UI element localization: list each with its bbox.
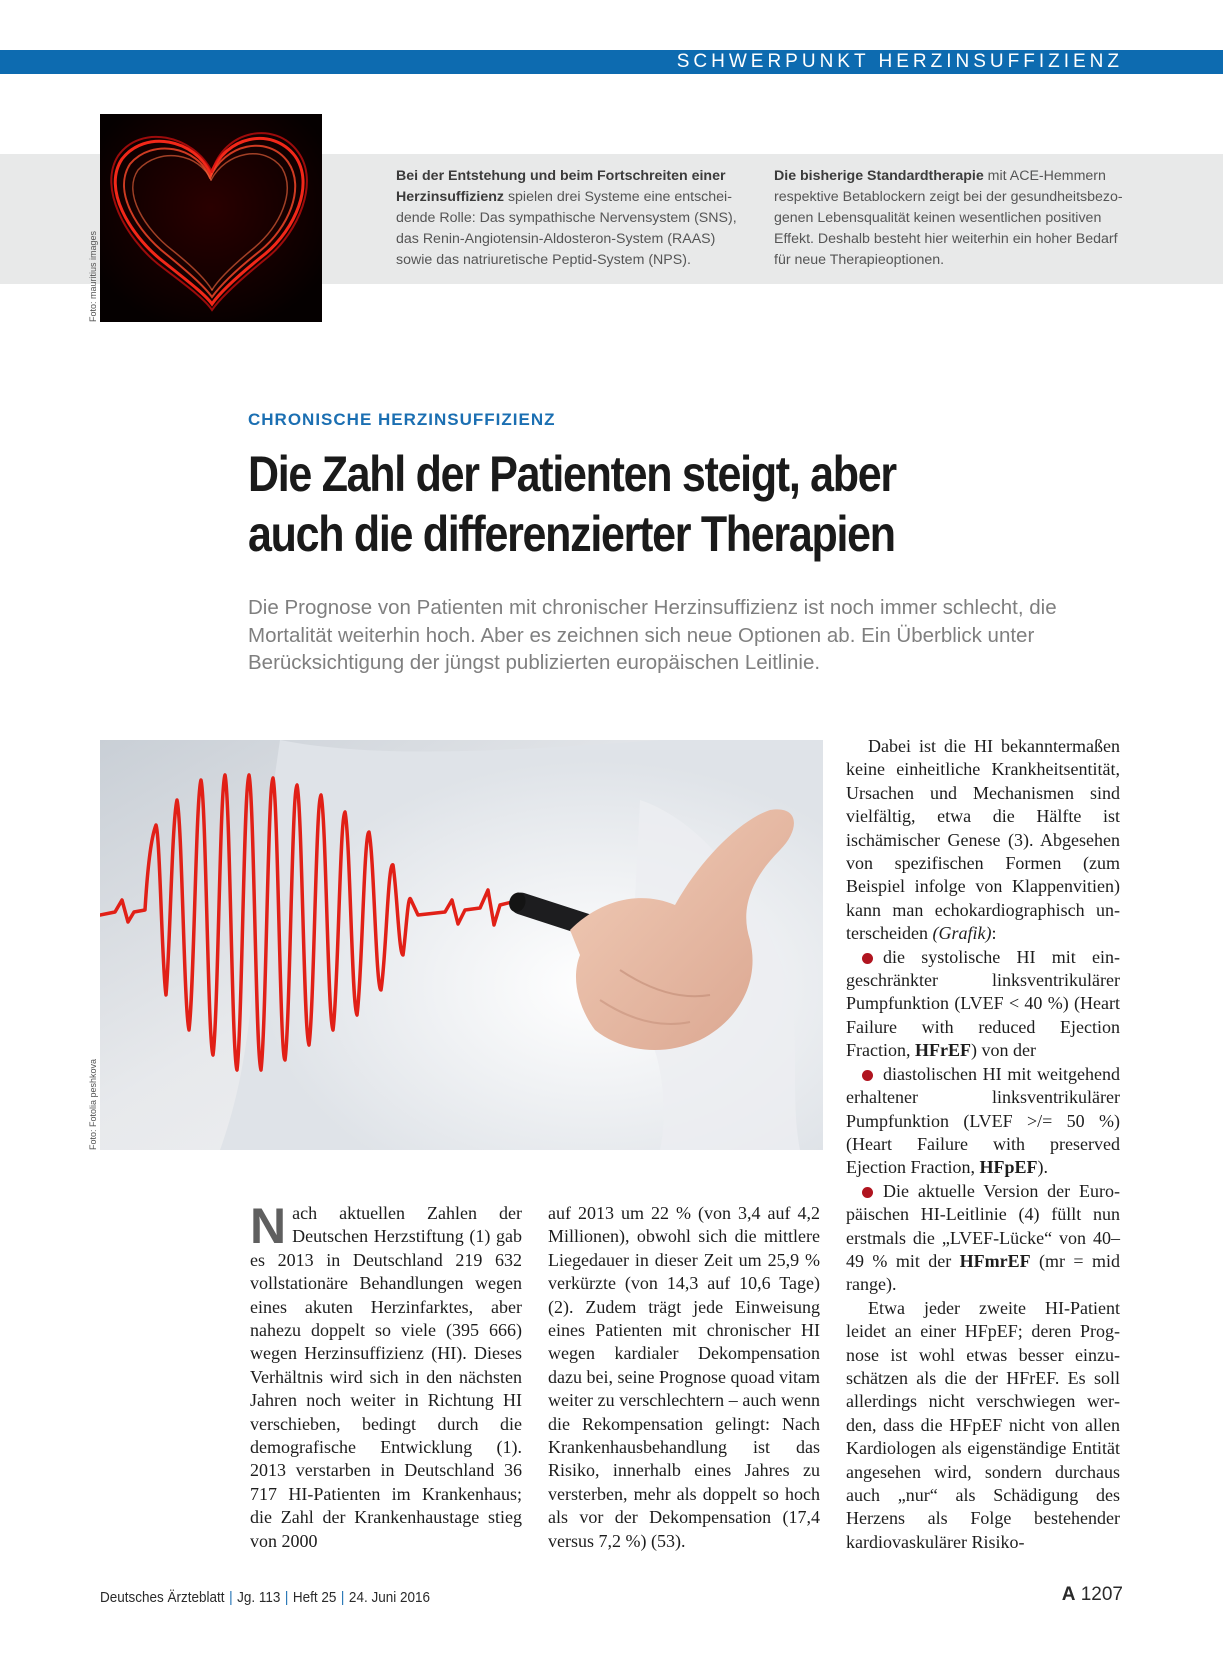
col2-text: auf 2013 um 22 % (von 3,4 auf 4,2 Millionen), obwohl sich die mittlere Liegedauer in dieser Zeit um 25,9 % verkürzte (von 14,3 auf 10,6 Tage) (2). Zudem trägt jede Einweisung eines Patienten mit chronischer HI wegen kardialer Dekompensation dazu bei, seine Prognose quoad vitam weiter zu verschlechtern – auch wenn die Rekompensation gelingt: Nach Krankenhausbehandlung ist das Risiko, innerhalb eines Jahres zu versterben, mehr als doppelt so hoch als vor der Dekompensation (17,4 versus 7,2 %) (53). [548,1203,820,1551]
summary-right-bold: Die bisherige Standardtherapie [774,168,984,184]
lead-paragraph: Die Prognose von Patienten mit chronischer Herzinsuffizienz ist noch immer schlecht, die Mortalität weiterhin hoch. Aber es zeichnen sich neue Optionen ab. Ein Überblick unter Berücksichtigung der jüngst publizierten europäischen Leitlinie. [248,596,1057,674]
summary-right [774,166,1124,271]
issue-date: 24. Juni 2016 [348,1589,431,1606]
journal-name: Deutsches Ärzteblatt [100,1589,225,1606]
ecg-heart-illustration [100,740,823,1150]
summary-right-text: mit ACE-Hemmern respektive Betablockern zeigt bei der gesundheitsbezogenen Lebensqualität keinen wesentlichen positiven Effekt. Deshalb besteht hier weiterhin ein hoher Bedarf für neue Therapieoptionen. [774,168,1123,268]
footer: Deutsches Ärzteblatt | Jg. 113 | Heft 25 | 24. Juni 2016 [100,1589,431,1606]
volume: Jg. 113 [237,1589,281,1606]
issue: Heft 25 [292,1589,337,1606]
headline-line-2: auch die differenzierter Therapien [248,506,895,562]
headline [248,444,1022,564]
col1-text: ach aktuellen Zahlen der Deutschen Herzstiftung (1) gab es 2013 in Deutschland 219 632 vollstationäre Behandlungen wegen eines akuten Herzinfarktes, aber nahezu doppelt so viele (395 666) wegen Herzinsuffizienz (HI). Dieses Verhältnis wird sich in den nächsten Jahren noch weiter in Richtung HI verschieben, bedingt durch die demografische Entwicklung (1). 2013 verstarben in Deutschland 36 717 HI-Patienten im Krankenhaus; die Zahl der Krankenhaustage stieg von 2000 [250,1203,522,1551]
body-column-3 [846,735,1120,1554]
col3-paragraph-2: Etwa jeder zweite HI-Patient leidet an einer HFpEF; deren Prognose ist wohl etwas besser einzuschätzen als die der HFrEF. Es soll allerdings nicht verschwiegen werden, dass die HFpEF nicht von allen Kardiologen als eigenständige Entität angesehen wird, sondern durchaus auch „nur“ als Schädigung des Herzens als Folge bestehender kardiovaskulärer Risiko- [846,1297,1120,1552]
bullet-icon [862,953,873,964]
ecg-heart-photo [100,740,823,1150]
bullet-icon [862,1070,873,1081]
body-column-1 [250,1198,522,1553]
photo-credit-top: Foto: mauritius images [88,230,98,322]
bullet-icon [862,1187,873,1198]
col3-bullet-1: die systolische HI mit eingeschränkter linksventrikulärer Pumpfunktion (LVEF < 40 %) (Heart Failure with reduced Ejection Fraction, HFrEF) von der [846,946,1120,1061]
col3-bullet-2: diastolischen HI mit weitgehend erhaltener linksventrikulärer Pumpfunktion (LVEF >/= 50 %) (Heart Failure with preserved Ejection Fraction, HFpEF). [846,1063,1120,1178]
headline-line-1: Die Zahl der Patienten steigt, aber [248,446,896,502]
body-column-2 [548,1202,820,1553]
kicker: CHRONISCHE HERZINSUFFIZIENZ [248,410,556,429]
col3-bullet-3: Die aktuelle Version der Europäischen HI-Leitlinie (4) füllt nun erstmals die „LVEF-Lücke“ von 40–49 % mit der HFmrEF (mr = mid range). [846,1180,1120,1295]
neon-heart-photo [100,114,322,322]
photo-credit-main: Foto: Fotolia peshkova [88,1058,98,1150]
dropcap: N [250,1198,287,1254]
summary-left [396,166,746,271]
page-number: A 1207 [1061,1584,1123,1605]
summary-left-text: spielen drei Systeme eine entscheidende Rolle: Das sympathische Nervensystem (SNS), das Renin-Angiotensin-Aldosteron-System (RAAS) sowie das natriuretische Peptid-System (NPS). [396,189,737,268]
rubric-label: SCHWERPUNKT HERZINSUFFIZIENZ [676,51,1123,72]
summary-left-bold: Bei der Entstehung und beim Fortschreiten einer Herzinsuffizienz [396,168,726,205]
neon-heart-illustration [100,114,322,322]
col3-paragraph-1: Dabei ist die HI bekanntermaßen keine einheitliche Krankheitsentität, Ursachen und Mechanismen sind vielfältig, etwa die Hälfte ist ischämischer Genese (3). Abgesehen von spezifischen Formen (zum Beispiel infolge von Klappenvitien) kann man echokardiographisch unterscheiden (Grafik): [846,736,1120,944]
